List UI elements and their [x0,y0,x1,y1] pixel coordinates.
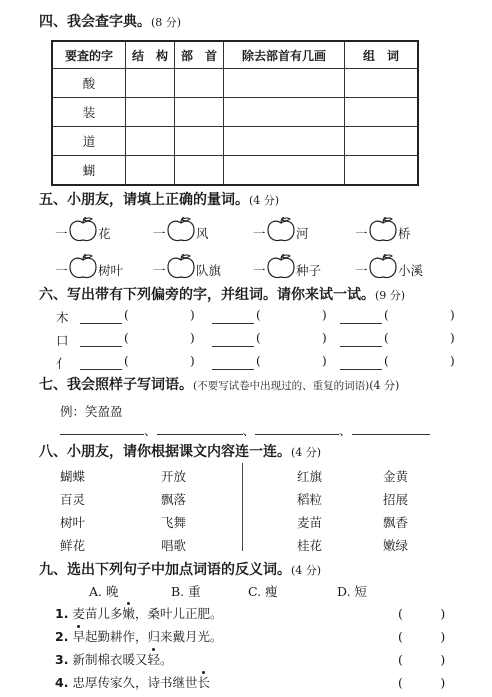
match-word[interactable]: 飞舞 [161,515,187,530]
table-row [52,156,418,186]
char-blank[interactable] [80,334,122,347]
match-word[interactable]: 鲜花 [60,538,86,553]
match-word[interactable]: 百灵 [60,492,86,507]
header-words: 组 词 [345,41,419,69]
answer-cell[interactable] [175,127,224,156]
answer-blank[interactable] [157,434,243,435]
match-word[interactable]: 嫩绿 [383,538,409,553]
table-header-row [52,41,418,69]
answer-paren-4[interactable]: ( ) [398,675,446,690]
apple-blank-icon[interactable] [266,254,296,283]
answer-cell[interactable] [224,98,345,127]
open-paren: ( [256,308,261,322]
answer-paren-2[interactable]: ( ) [398,629,446,644]
close-paren: ) [322,354,327,368]
measure-word: 种子 [296,263,322,278]
dotted-word: 嫩 [122,606,135,621]
dash-label: 一 [355,226,368,241]
section-8-title: 八、小朋友，请你根据课文内容连一连。(4 分) [39,444,322,460]
char-cell: 酸 [52,69,126,98]
measure-word: 风 [196,226,209,241]
answer-blank[interactable] [255,434,339,435]
section-4-title: 四、我会查字典。(8 分) [39,14,182,30]
match-word[interactable]: 金黄 [383,469,409,484]
answer-paren-1[interactable]: ( ) [398,606,446,621]
match-word[interactable]: 唱歌 [161,538,187,553]
char-blank[interactable] [212,334,254,347]
open-paren: ( [384,354,389,368]
char-blank[interactable] [80,357,122,370]
answer-cell[interactable] [345,98,419,127]
dash-label: 一 [153,263,166,278]
answer-cell[interactable] [224,127,345,156]
answer-cell[interactable] [175,156,224,186]
open-paren: ( [384,331,389,345]
open-paren: ( [256,331,261,345]
dotted-word: 长 [197,675,210,690]
apple-blank-icon[interactable] [368,254,398,283]
radical-label: 木 [56,310,69,325]
answer-cell[interactable] [224,156,345,186]
table-row [52,69,418,98]
char-blank[interactable] [80,311,122,324]
answer-cell[interactable] [126,127,175,156]
char-blank[interactable] [340,357,382,370]
answer-cell[interactable] [224,69,345,98]
question-3: 3. 新制棉衣暖又轻。 [55,652,173,667]
measure-word: 桥 [398,226,411,241]
answer-cell[interactable] [345,156,419,186]
match-word[interactable]: 桂花 [297,538,323,553]
close-paren: ) [450,354,455,368]
column-divider [242,463,243,551]
apple-blank-icon[interactable] [266,217,296,246]
dash-label: 一 [253,263,266,278]
match-word[interactable]: 开放 [161,469,187,484]
option-c: C. 瘦 [248,584,278,599]
char-blank[interactable] [212,311,254,324]
match-word[interactable]: 麦苗 [297,515,323,530]
question-4: 4. 忠厚传家久，诗书继世长 [55,675,210,690]
apple-blank-icon[interactable] [166,254,196,283]
close-paren: ) [190,354,195,368]
dash-label: 一 [55,263,68,278]
option-d: D. 短 [337,584,368,599]
char-cell: 蝴 [52,156,126,186]
close-paren: ) [190,331,195,345]
match-word[interactable]: 蝴蝶 [60,469,86,484]
match-word[interactable]: 树叶 [60,515,86,530]
radical-label: 亻 [56,356,69,371]
char-cell: 装 [52,98,126,127]
dash-label: 一 [253,226,266,241]
apple-blank-icon[interactable] [166,217,196,246]
answer-blank[interactable] [352,434,430,435]
question-1: 1. 麦苗儿多嫩，桑叶儿正肥。 [55,606,223,621]
match-word[interactable]: 稻粒 [297,492,323,507]
example-answer-line: 、 、 、 [60,421,430,439]
table-row [52,127,418,156]
close-paren: ) [190,308,195,322]
dash-label: 一 [153,226,166,241]
dictionary-table [51,40,419,186]
close-paren: ) [322,308,327,322]
match-word[interactable]: 飘香 [383,515,409,530]
close-paren: ) [450,308,455,322]
radical-label: 口 [56,333,69,348]
answer-cell[interactable] [345,69,419,98]
measure-word: 河 [296,226,309,241]
section-6-title: 六、写出带有下列偏旁的字，并组词。请你来试一试。(9 分) [39,287,406,303]
header-strokes: 除去部首有几画 [224,41,345,69]
dash-label: 一 [355,263,368,278]
answer-cell[interactable] [175,69,224,98]
char-cell: 道 [52,127,126,156]
section-9-title: 九、选出下列句子中加点词语的反义词。(4 分) [39,562,322,578]
example-text: 例：笑盈盈 [60,404,123,419]
open-paren: ( [256,354,261,368]
answer-blank[interactable] [60,434,144,435]
dash-label: 一 [55,226,68,241]
answer-cell[interactable] [126,156,175,186]
open-paren: ( [124,354,129,368]
open-paren: ( [124,308,129,322]
match-word[interactable]: 招展 [383,492,409,507]
answer-cell[interactable] [345,127,419,156]
answer-cell[interactable] [126,69,175,98]
section-5-title: 五、小朋友，请填上正确的量词。(4 分) [39,192,280,208]
apple-blank-icon[interactable] [68,254,98,283]
open-paren: ( [384,308,389,322]
apple-blank-icon[interactable] [368,217,398,246]
close-paren: ) [450,331,455,345]
option-a: A. 晚 [89,584,119,599]
answer-cell[interactable] [175,98,224,127]
apple-blank-icon[interactable] [68,217,98,246]
char-blank[interactable] [340,334,382,347]
dotted-word: 早 [72,629,85,644]
char-blank[interactable] [212,357,254,370]
dotted-word: 轻 [147,652,160,667]
measure-word: 队旗 [196,263,222,278]
measure-word: 小溪 [398,263,424,278]
match-word[interactable]: 飘落 [161,492,187,507]
option-b: B. 重 [171,584,201,599]
answer-cell[interactable] [126,98,175,127]
close-paren: ) [322,331,327,345]
table-row [52,98,418,127]
header-radical: 部 首 [175,41,224,69]
header-structure: 结 构 [126,41,175,69]
open-paren: ( [124,331,129,345]
section-7-title: 七、我会照样子写词语。(不要写试卷中出现过的、重复的词语)(4 分) [39,377,400,393]
answer-paren-3[interactable]: ( ) [398,652,446,667]
measure-word: 花 [98,226,111,241]
char-blank[interactable] [340,311,382,324]
question-2: 2. 早起勤耕作，归来戴月光。 [55,629,223,644]
match-word[interactable]: 红旗 [297,469,323,484]
measure-word: 树叶 [98,263,124,278]
header-char: 要查的字 [52,41,126,69]
